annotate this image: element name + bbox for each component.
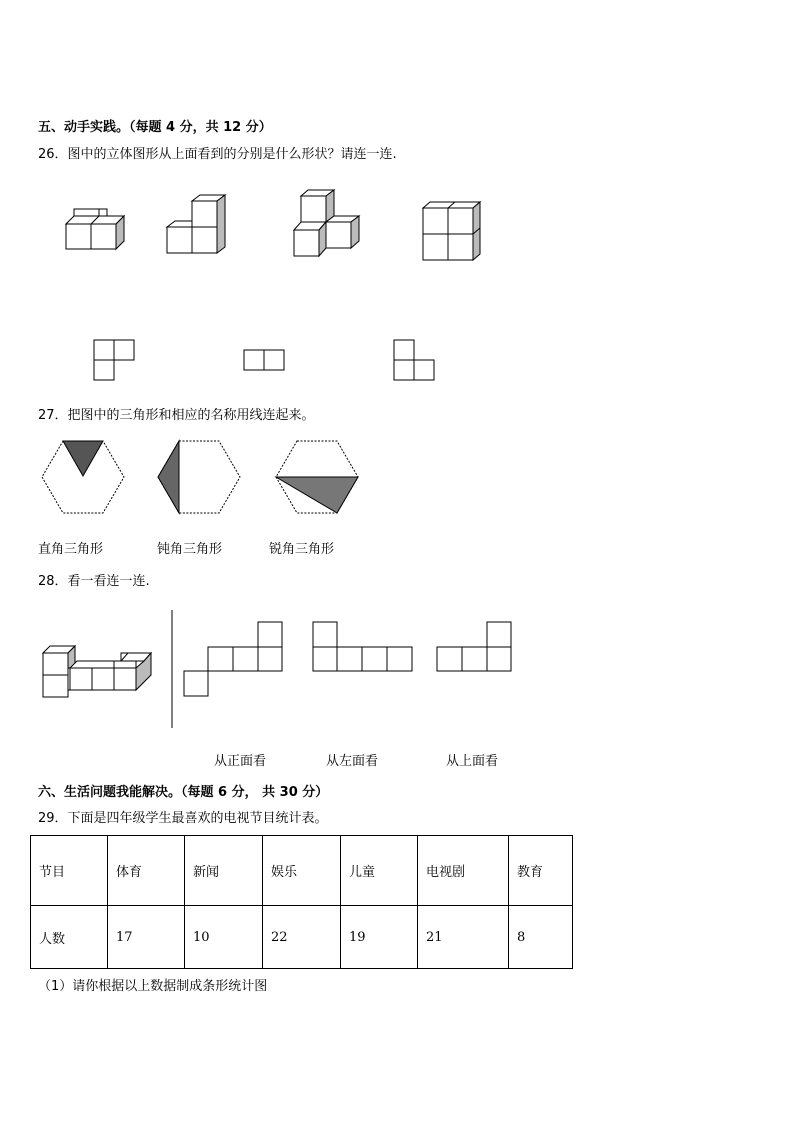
table-cell: 新闻 bbox=[185, 836, 263, 906]
view-figure-c bbox=[437, 622, 511, 671]
view-figure-a bbox=[184, 622, 282, 696]
section-6-title: 六、生活问题我能解决。（每题 6 分， 共 30 分） bbox=[38, 785, 329, 800]
table-cell: 儿童 bbox=[341, 836, 418, 906]
solid-figure-1 bbox=[66, 209, 124, 249]
table-cell: 娱乐 bbox=[263, 836, 341, 906]
question-29-text: 29．下面是四年级学生最喜欢的电视节目统计表。 bbox=[38, 811, 328, 826]
question-27-text: 27．把图中的三角形和相应的名称用线连起来。 bbox=[38, 408, 315, 423]
hexagon-figure-2 bbox=[158, 441, 240, 513]
table-cell: 22 bbox=[263, 906, 341, 969]
label-acute-triangle: 锐角三角形 bbox=[269, 542, 335, 557]
table-cell: 19 bbox=[341, 906, 418, 969]
tv-program-stats-table bbox=[30, 835, 573, 969]
table-cell: 17 bbox=[108, 906, 185, 969]
table-cell: 人数 bbox=[31, 906, 108, 969]
solid-figure-2 bbox=[167, 195, 225, 253]
top-view-a bbox=[94, 340, 134, 380]
label-obtuse-triangle: 钝角三角形 bbox=[157, 542, 223, 557]
solid-figure-3 bbox=[294, 190, 359, 256]
table-cell: 10 bbox=[185, 906, 263, 969]
solid-figure-q28 bbox=[43, 646, 151, 697]
question-26-text: 26．图中的立体图形从上面看到的分别是什么形状？请连一连. bbox=[38, 147, 397, 162]
table-header-row bbox=[31, 836, 573, 906]
table-row bbox=[31, 906, 573, 969]
top-view-b bbox=[244, 350, 284, 370]
table-cell: 节目 bbox=[31, 836, 108, 906]
section-5-title: 五、动手实践。（每题 4 分，共 12 分） bbox=[38, 120, 272, 135]
question-29-sub1: （1）请你根据以上数据制成条形统计图 bbox=[38, 979, 268, 994]
label-front-view: 从正面看 bbox=[214, 754, 267, 769]
solid-figure-4 bbox=[423, 202, 480, 260]
table-cell: 体育 bbox=[108, 836, 185, 906]
table-cell: 21 bbox=[418, 906, 509, 969]
hexagon-figure-1 bbox=[42, 441, 124, 513]
table-cell: 电视剧 bbox=[418, 836, 509, 906]
table-cell: 教育 bbox=[509, 836, 573, 906]
label-left-view: 从左面看 bbox=[326, 754, 379, 769]
table-cell: 8 bbox=[509, 906, 573, 969]
view-figure-b bbox=[313, 622, 412, 671]
label-top-view: 从上面看 bbox=[446, 754, 499, 769]
label-right-triangle: 直角三角形 bbox=[38, 542, 104, 557]
question-28-text: 28．看一看连一连. bbox=[38, 574, 150, 589]
top-view-c bbox=[394, 340, 434, 380]
hexagon-figure-3 bbox=[276, 441, 358, 513]
